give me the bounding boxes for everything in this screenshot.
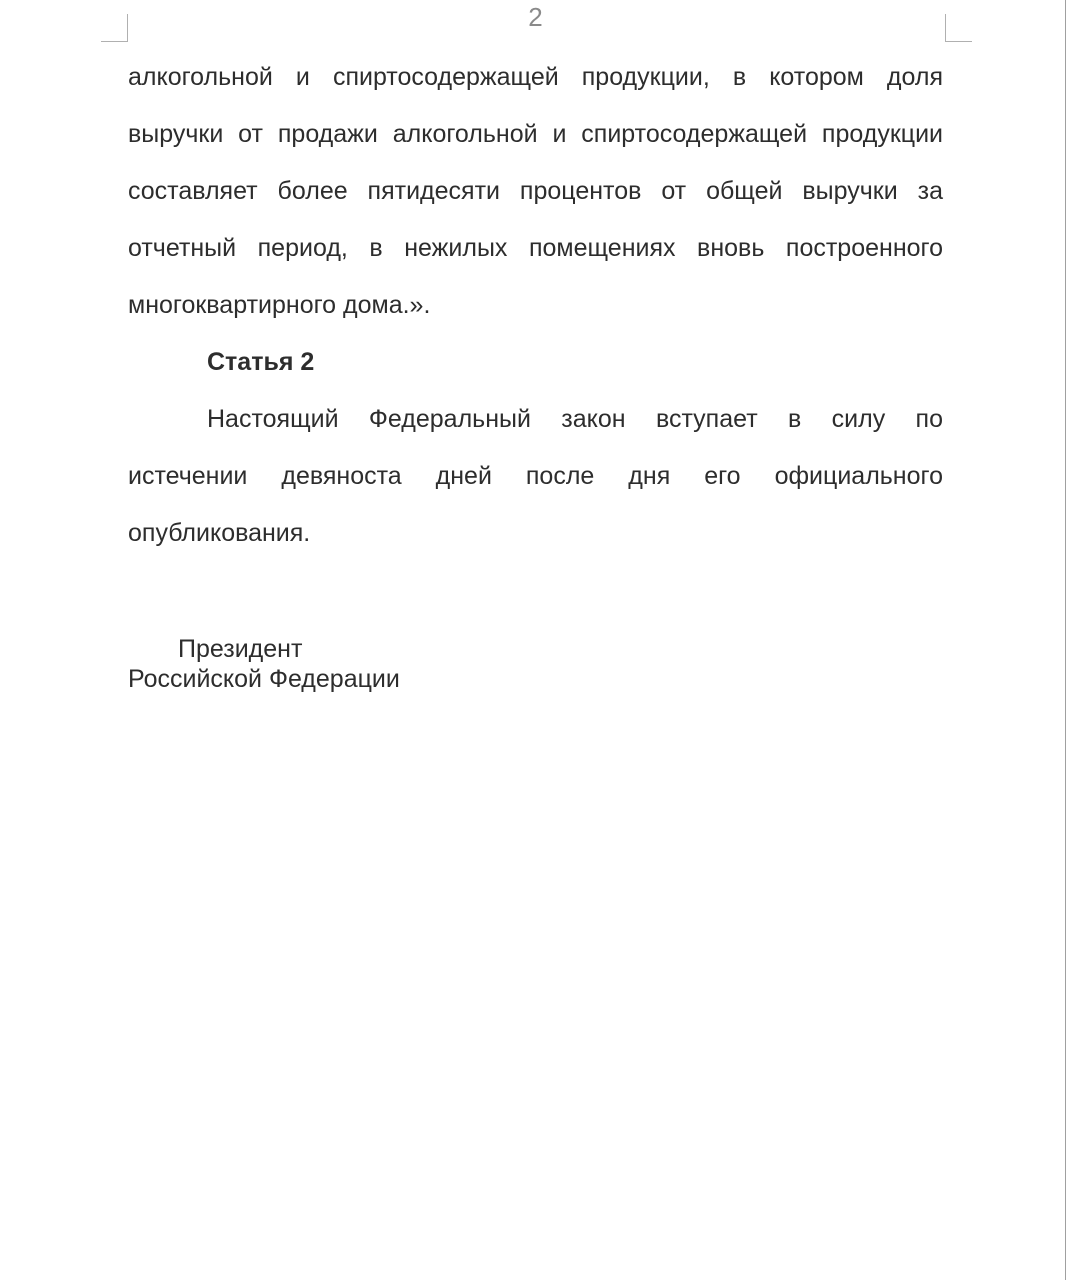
document-text-body — [128, 49, 943, 562]
text-line: отчетный период, в нежилых помещениях вновь построенного — [128, 234, 943, 262]
page-edge-line — [1065, 0, 1066, 1280]
signature-title-line2: Российской Федерации — [128, 665, 400, 693]
text-line: истечении девяноста дней после дня его официального — [128, 462, 943, 490]
text-line: Настоящий Федеральный закон вступает в силу по — [207, 405, 943, 433]
text-line: алкогольной и спиртосодержащей продукции, в котором доля — [128, 63, 943, 91]
text-line: выручки от продажи алкогольной и спиртосодержащей продукции — [128, 120, 943, 148]
article-heading: Статья 2 — [207, 348, 315, 376]
page-number: 2 — [528, 2, 543, 32]
corner-mark-top-right-icon — [945, 14, 972, 42]
text-line: опубликования. — [128, 519, 311, 547]
signature-title-line1: Президент — [178, 635, 303, 663]
text-line: составляет более пятидесяти процентов от общей выручки за — [128, 177, 943, 205]
signature-block — [128, 634, 400, 694]
corner-mark-top-left-icon — [101, 14, 128, 42]
text-line: многоквартирного дома.». — [128, 291, 431, 319]
